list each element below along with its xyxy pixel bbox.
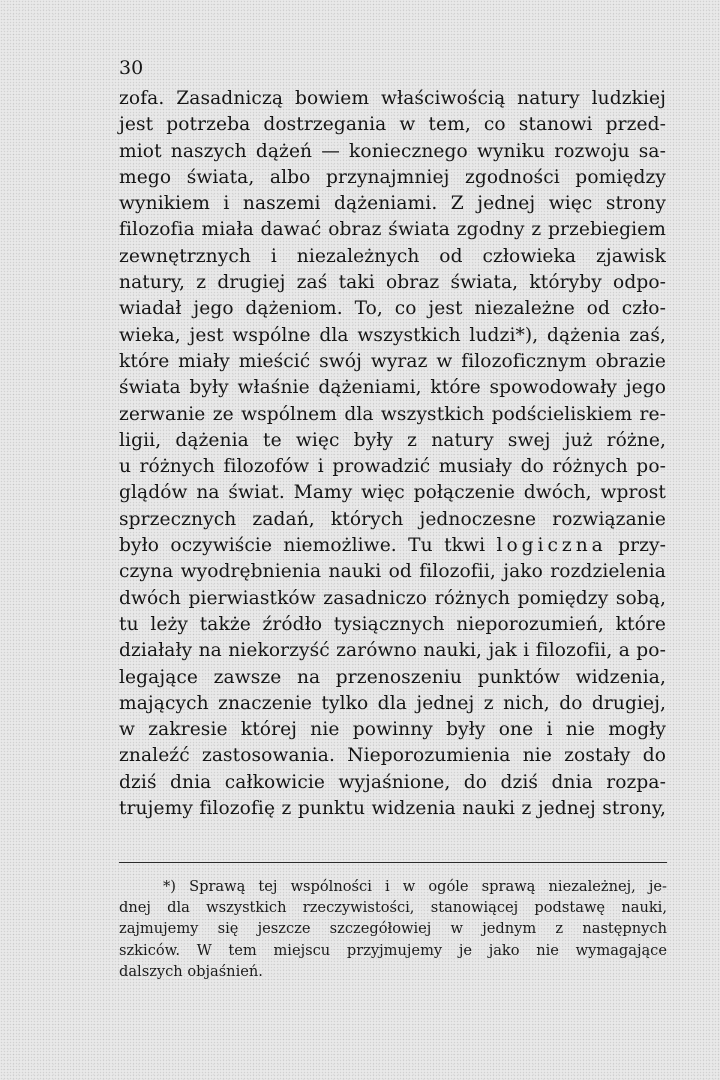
text-line: natury, z drugiej zaś taki obraz świata, któryby odpo- [119,272,666,294]
text-line: w zakresie której nie powinny były one i nie mogły [119,719,666,741]
spaced-emphasis-word: logiczna [496,535,607,557]
text-line: u różnych filozofów i prowadzić musiały do różnych po- [119,456,666,478]
text-line: wiadał jego dążeniom. To, co jest niezależne od czło- [119,298,666,320]
text-line: wieka, jest wspólne dla wszystkich ludzi*), dążenia zaś, [119,324,666,346]
text-line: legające zawsze na przenoszeniu punktów widzenia, [119,666,666,688]
footnote-line: dnej dla wszystkich rzeczywistości, stanowiącej podstawę nauki, [119,899,667,917]
text-line: trujemy filozofię z punktu widzenia nauki z jednej strony, [119,798,666,820]
text-line: wynikiem i naszemi dążeniami. Z jednej więc strony [119,193,666,215]
text-line: miot naszych dążeń — koniecznego wyniku rozwoju sa- [119,140,666,162]
text-line: dziś dnia całkowicie wyjaśnione, do dziś dnia rozpa- [119,771,666,793]
text-line: ligii, dążenia te więc były z natury swej już różne, [119,429,666,451]
text-line: świata były właśnie dążeniami, które spowodowały jego [119,377,666,399]
text-line: filozofia miała dawać obraz świata zgodny z przebiegiem [119,219,666,241]
text-line: dwóch pierwiastków zasadniczo różnych pomiędzy sobą, [119,587,666,609]
text-line: mających znaczenie tylko dla jednej z nich, do drugiej, [119,692,666,714]
footnote [119,876,667,982]
text-line: zewnętrznych i niezależnych od człowieka zjawisk [119,245,666,267]
footnote-line: zajmujemy się jeszcze szczegółowiej w jednym z następnych [119,920,667,938]
page-number: 30 [119,57,144,79]
text-line: działały na niekorzyść zarówno nauki, jak i filozofii, a po- [119,640,666,662]
text-line: tu leży także źródło tysiącznych nieporozumień, które [119,613,666,635]
text-line: znaleźć zastosowania. Nieporozumienia nie zostały do [119,745,666,767]
footnote-line: dalszych objaśnień. [119,962,263,980]
footnote-separator [119,862,667,863]
text-fragment: przy- [618,535,667,557]
text-line: zerwanie ze wspólnem dla wszystkich podścieliskiem re- [119,403,666,425]
text-line: czyna wyodrębnienia nauki od filozofii, jako rozdzielenia [119,561,666,583]
text-line: sprzecznych zadań, których jednoczesne rozwiązanie [119,508,666,530]
footnote-line: szkiców. W tem miejscu przyjmujemy je jako nie wymagające [119,941,667,959]
body-text [119,86,666,822]
text-line: mego świata, albo przynajmniej zgodności pomiędzy [119,166,666,188]
text-line-with-emphasis [119,533,666,559]
text-line: które miały mieścić swój wyraz w filozoficznym obrazie [119,350,666,372]
text-fragment: było oczywiście niemożliwe. Tu tkwi [119,535,486,557]
footnote-line: *) Sprawą tej wspólności i w ogóle sprawą niezależnej, je- [163,878,667,895]
text-line: jest potrzeba dostrzegania w tem, co stanowi przed- [119,114,666,136]
text-line: zofa. Zasadniczą bowiem właściwością natury ludzkiej [119,88,666,109]
text-line: glądów na świat. Mamy więc połączenie dwóch, wprost [119,482,666,504]
